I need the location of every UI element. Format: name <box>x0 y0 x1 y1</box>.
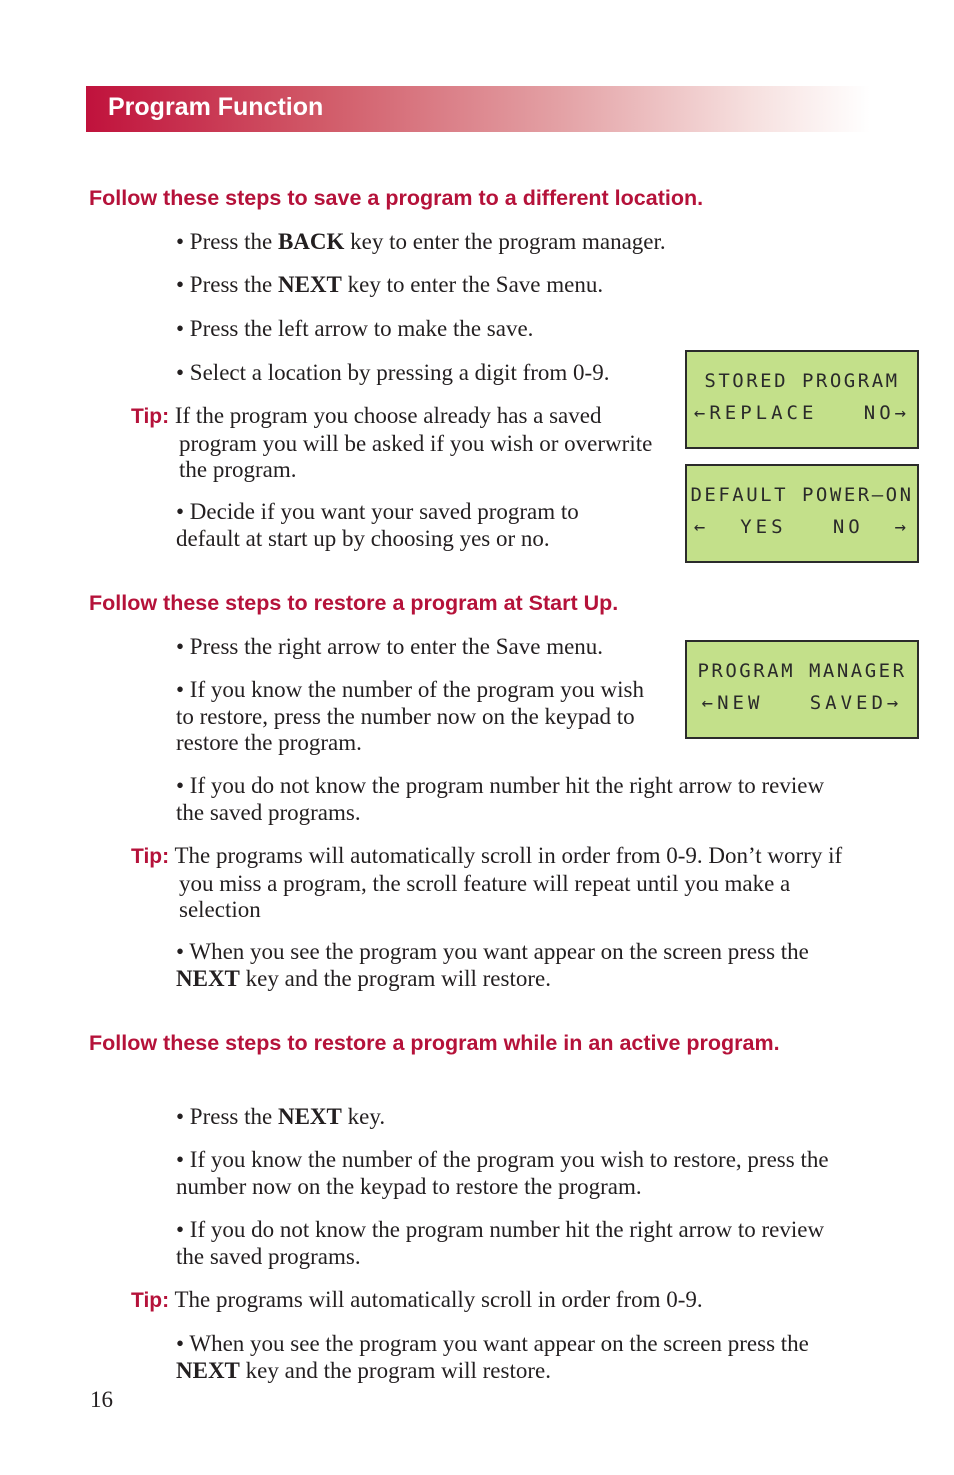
tip-overwrite <box>131 403 655 484</box>
step-left-arrow: • Press the left arrow to make the save. <box>176 316 534 341</box>
key-name-next: NEXT <box>277 272 342 297</box>
lcd-line-1: STORED PROGRAM <box>704 370 900 392</box>
step-press-next-key <box>176 1104 385 1131</box>
step-text: • Press the <box>176 229 278 254</box>
step-unknown-number-active: • If you do not know the program number hit the right arrow to review the saved programs. <box>176 1217 825 1269</box>
step-know-number: • If you know the number of the program you wish to restore, press the number now on the keypad to restore the program. <box>176 677 644 755</box>
step-text: key and the program will restore. <box>239 1357 551 1383</box>
step-text: key. <box>341 1104 386 1129</box>
lcd-default-power-on <box>685 464 919 563</box>
step-press-back <box>176 229 666 256</box>
tip-text: If the program you choose already has a saved program you will be asked if you wish or overwrite the program. <box>169 403 653 482</box>
tip-label: Tip: <box>131 845 170 868</box>
lcd-program-manager <box>685 640 919 739</box>
tip-scroll-short <box>131 1287 859 1315</box>
step-text: • When you see the program you want appear on the screen press the <box>176 1331 809 1356</box>
key-name-back: BACK <box>277 229 345 254</box>
section-heading-restore-startup: Follow these steps to restore a program at Start Up. <box>89 591 619 615</box>
section-banner <box>86 86 870 132</box>
key-name-next: NEXT <box>176 965 240 991</box>
page-title: Program Function <box>108 93 324 121</box>
section-heading-restore-active: Follow these steps to restore a program while in an active program. <box>89 1031 780 1055</box>
lcd-stored-program <box>685 350 919 449</box>
tip-text: The programs will automatically scroll in order from 0-9. <box>169 1287 703 1312</box>
step-text: • Press the <box>176 272 278 297</box>
step-default-startup: • Decide if you want your saved program to default at start up by choosing yes or no. <box>176 499 579 551</box>
step-press-next-restore <box>176 939 866 992</box>
section-heading-save: Follow these steps to save a program to a different location. <box>89 186 704 210</box>
lcd-line-1: DEFAULT POWER—ON <box>690 484 914 506</box>
lcd-line-2: ←NEW SAVED→ <box>701 692 903 714</box>
key-name-next: NEXT <box>277 1104 342 1129</box>
step-text: • Press the <box>176 1104 278 1129</box>
lcd-line-2: ← YES NO → <box>693 516 911 538</box>
step-text: • When you see the program you want appear on the screen press the <box>176 939 809 964</box>
step-text: key to enter the program manager. <box>344 229 666 254</box>
step-press-next <box>176 272 603 299</box>
step-right-arrow-save: • Press the right arrow to enter the Save menu. <box>176 634 604 659</box>
step-know-number-active: • If you know the number of the program you wish to restore, press the number now on the keypad to restore the program. <box>176 1147 829 1199</box>
tip-text: The programs will automatically scroll in order from 0-9. Don’t worry if you miss a program, the scroll feature will repeat until you make a selection <box>169 843 843 922</box>
step-text: key to enter the Save menu. <box>341 272 604 297</box>
page-number: 16 <box>90 1387 113 1412</box>
step-text: key and the program will restore. <box>239 965 551 991</box>
tip-label: Tip: <box>131 405 170 428</box>
key-name-next: NEXT <box>176 1357 240 1383</box>
step-unknown-number: • If you do not know the program number hit the right arrow to review the saved programs. <box>176 773 825 825</box>
step-select-location: • Select a location by pressing a digit from 0-9. <box>176 360 610 385</box>
lcd-line-1: PROGRAM MANAGER <box>697 660 907 682</box>
step-press-next-restore-active <box>176 1331 866 1384</box>
tip-scroll <box>131 843 859 924</box>
tip-label: Tip: <box>131 1289 170 1312</box>
lcd-line-2: ←REPLACE NO→ <box>693 402 911 424</box>
